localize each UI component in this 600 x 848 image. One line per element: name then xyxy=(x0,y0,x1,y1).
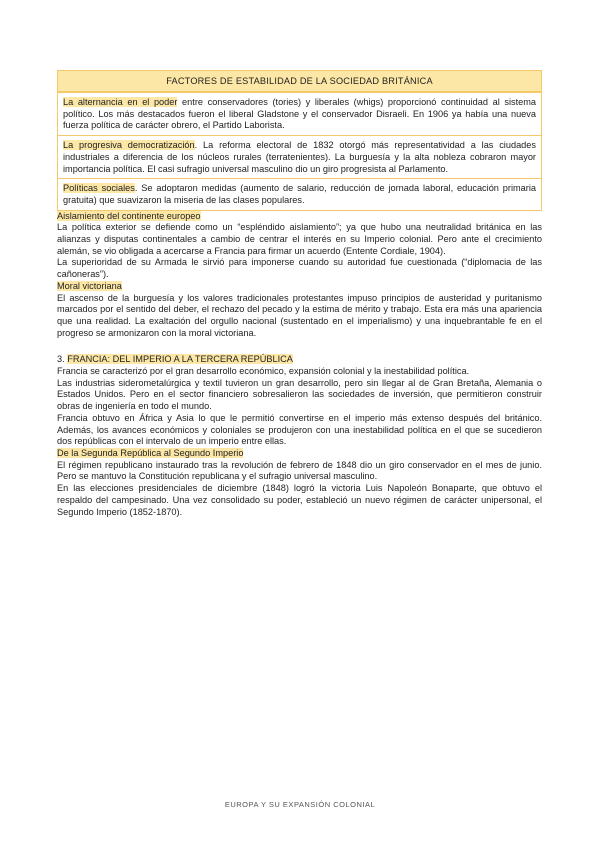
factor-item xyxy=(58,135,541,178)
factor-text: . Se adoptaron medidas (aumento de salario, reducción de jornada laboral, educación primaria gratuita) que suavizaron la miseria de las clases populares. xyxy=(63,183,536,205)
factor-item xyxy=(58,178,541,209)
factor-term: La progresiva democratización xyxy=(63,140,195,151)
section-heading: Moral victoriana xyxy=(57,280,122,291)
paragraph: El régimen republicano instaurado tras la revolución de febrero de 1848 dio un giro conservador en el mes de junio. Pero se mantuvo la Constitución republicana y el sufragio universal masculino. xyxy=(57,459,542,482)
paragraph: Francia se caracterizó por el gran desarrollo económico, expansión colonial y la inestabilidad política. xyxy=(57,366,470,377)
paragraph: El ascenso de la burguesía y los valores tradicionales protestantes impuso principios de austeridad y puritanismo marcados por el sentido del deber, el rechazo del pecado y la estima de mérito y trabajo. Esta era más una apariencia que una realidad. La exaltación del orgullo nacional (sustentado en el imperialismo) y una inquebrantable fe en el progreso se armonizaron con la moral victoriana. xyxy=(57,292,542,338)
chapter-heading xyxy=(57,354,542,366)
factor-term: La alternancia en el poder xyxy=(63,97,178,107)
factor-term: Políticas sociales xyxy=(63,183,135,194)
factor-text: entre conservadores (tories) y liberales (whigs) proporcionó continuidad al sistema político. Los más destacados fueron el liberal Gladstone y el conservador Disraeli. En 1906 ya había una nueva fuerza política de carácter obrero, el Partido Laborista. xyxy=(63,97,536,131)
paragraph: La política exterior se defiende como un “espléndido aislamiento”; ya que hubo una neutralidad británica en las alianzas y disputas continentales a cambio de centrar el interés en su Imperio colonial. Pero ante el crecimiento alemán, se vio obligada a acercarse a Francia para firmar un acuerdo (Entente Cordiale, 1904). xyxy=(57,222,542,256)
paragraph: La superioridad de su Armada le sirvió para imponerse cuando su autoridad fue cuestionada (“diplomacia de las cañoneras”). xyxy=(57,257,542,280)
paragraph: Las industrias siderometalúrgica y textil tuvieron un gran desarrollo, pero sin llegar al de Gran Bretaña, Alemania o Estados Unidos. Pero en el sector financiero sobresalieron las sociedades de inversión, que permitieron construir obras de ingeniería en todo el mundo. xyxy=(57,377,542,412)
section-heading: De la Segunda República al Segundo Imperio xyxy=(57,447,244,458)
page-footer: EUROPA Y SU EXPANSIÓN COLONIAL xyxy=(224,800,376,809)
factors-box xyxy=(57,70,542,211)
section-heading: Aislamiento del continente europeo xyxy=(57,210,201,221)
factor-item xyxy=(58,92,541,135)
factor-text: . La reforma electoral de 1832 otorgó más representatividad a las ciudades industriales a diferencia de los núcleos rurales (terratenientes). La burguesía y la alta nobleza cobraron mayor importancia política. El casi sufragio universal masculino dio un giro progresista al Parlamento. xyxy=(63,140,536,174)
paragraph: Francia obtuvo en África y Asia lo que le permitió convertirse en el imperio más extenso después del británico. Además, los avances económicos y coloniales se produjeron con una inestabilidad política en el que se sucedieron dos repúblicas con el intervalo de un imperio entre ellas. xyxy=(57,412,542,447)
chapter-number: 3. xyxy=(57,354,68,365)
document-page xyxy=(57,70,542,518)
chapter-title: FRANCIA: DEL IMPERIO A LA TERCERA REPÚBLICA xyxy=(67,354,293,365)
factors-box-title: FACTORES DE ESTABILIDAD DE LA SOCIEDAD BRITÁNICA xyxy=(58,71,541,92)
paragraph: En las elecciones presidenciales de diciembre (1848) logró la victoria Luis Napoleón Bonaparte, que obtuvo el respaldo del campesinado. Una vez consolidado su poder, estableció un nuevo régimen de carácter unipersonal, el Segundo Imperio (1852-1870). xyxy=(57,483,542,517)
